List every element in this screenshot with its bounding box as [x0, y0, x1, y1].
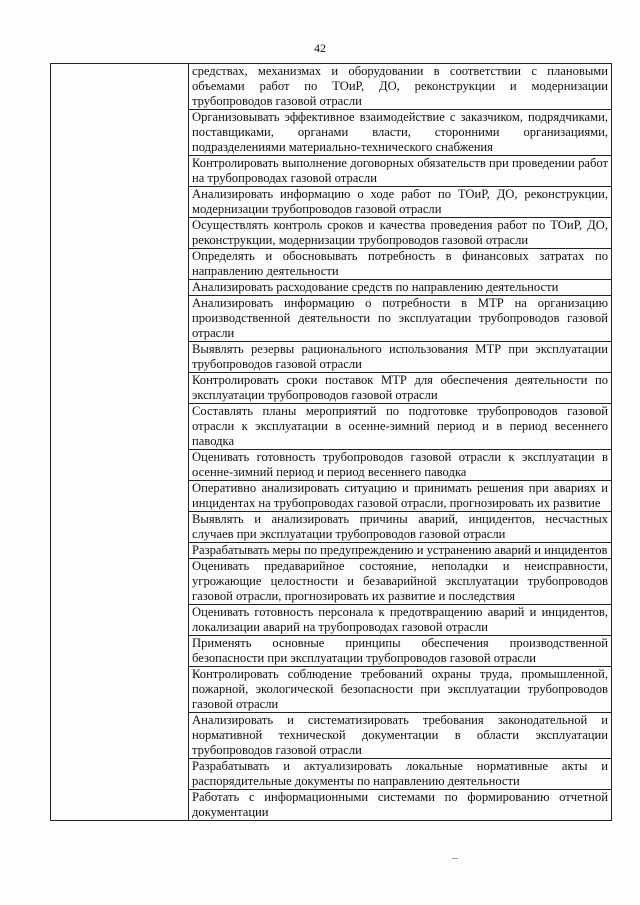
table-cell-text: Применять основные принципы обеспечения производственной безопасности при эксплуатации трубопроводов газовой отрасли: [189, 636, 612, 667]
table-cell-text: Составлять планы мероприятий по подготовке трубопроводов газовой отрасли к эксплуатации в осенне-зимний период и в период весеннего паводка: [189, 404, 612, 450]
table-cell-text: Анализировать информацию о ходе работ по ТОиР, ДО, реконструкции, модернизации трубопроводов газовой отрасли: [189, 187, 612, 218]
table-cell-text: Определять и обосновывать потребность в финансовых затратах по направлению деятельности: [189, 249, 612, 280]
table-cell-text: Выявлять и анализировать причины аварий, инцидентов, несчастных случаев при эксплуатации трубопроводов газовой отрасли: [189, 512, 612, 543]
table-cell-text: Анализировать информацию о потребности в МТР на организацию производственной деятельности по эксплуатации трубопроводов газовой отрасли: [189, 296, 612, 342]
table-row: [51, 64, 612, 110]
table-cell-text: Выявлять резервы рационального использования МТР при эксплуатации трубопроводов газовой отрасли: [189, 342, 612, 373]
table-cell-text: Разрабатывать меры по предупреждению и устранению аварий и инцидентов: [189, 543, 612, 559]
table-cell-text: Разрабатывать и актуализировать локальные нормативные акты и распорядительные документы по направлению деятельности: [189, 759, 612, 790]
table-cell-text: Контролировать сроки поставок МТР для обеспечения деятельности по эксплуатации трубопроводов газовой отрасли: [189, 373, 612, 404]
table-cell-text: Осуществлять контроль сроков и качества проведения работ по ТОиР, ДО, реконструкции, модернизации трубопроводов газовой отрасли: [189, 218, 612, 249]
table-cell-text: Оценивать готовность трубопроводов газовой отрасли к эксплуатации в осенне-зимний период и период весеннего паводка: [189, 450, 612, 481]
table-cell-text: средствах, механизмах и оборудовании в соответствии с плановыми объемами работ по ТОиР, ДО, реконструкции и модернизации трубопроводов газовой отрасли: [189, 64, 612, 110]
table-cell-text: Контролировать выполнение договорных обязательств при проведении работ на трубопроводах газовой отрасли: [189, 156, 612, 187]
table-cell-text: Оценивать предаварийное состояние, неполадки и неисправности, угрожающие целостности и безаварийной эксплуатации трубопроводов газовой отрасли, прогнозировать их развитие и последствия: [189, 559, 612, 605]
table-cell-text: Оперативно анализировать ситуацию и принимать решения при авариях и инцидентах на трубопроводах газовой отрасли, прогнозировать их развитие: [189, 481, 612, 512]
table-cell-text: Работать с информационными системами по формированию отчетной документации: [189, 790, 612, 821]
table-cell-text: Организовывать эффективное взаимодействие с заказчиком, подрядчиками, поставщиками, органами власти, сторонними организациями, подразделениями материально-технического снабжения: [189, 110, 612, 156]
scan-mark: [452, 858, 458, 859]
table-cell-text: Контролировать соблюдение требований охраны труда, промышленной, пожарной, экологической безопасности при эксплуатации трубопроводов газовой отрасли: [189, 667, 612, 713]
empty-left-column-cell: [51, 64, 189, 821]
table-cell-text: Оценивать готовность персонала к предотвращению аварий и инцидентов, локализации аварий на трубопроводах газовой отрасли: [189, 605, 612, 636]
table-cell-text: Анализировать расходование средств по направлению деятельности: [189, 280, 612, 296]
table-cell-text: Анализировать и систематизировать требования законодательной и нормативной технической документации в области эксплуатации трубопроводов газовой отрасли: [189, 713, 612, 759]
page-number: 42: [314, 41, 326, 55]
skills-table: [50, 63, 612, 821]
